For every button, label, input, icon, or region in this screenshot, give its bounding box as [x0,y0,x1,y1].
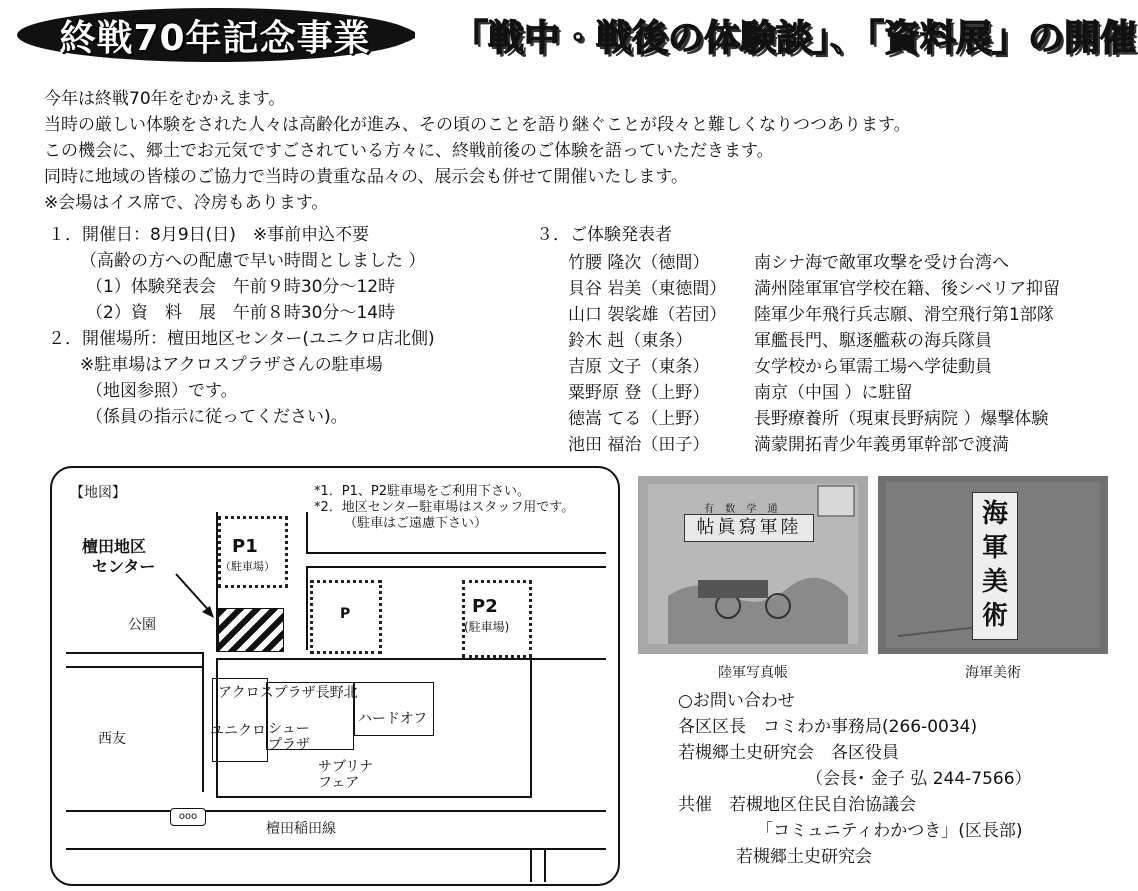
map-title: 【地図】 [70,485,126,501]
map-acros-label: アクロスプラザ長野北 [218,685,358,701]
map-road-line [306,552,606,554]
map-p-label: P [340,606,351,622]
header-oval-title: 終戦70年記念事業 [59,17,371,59]
map-road-line [202,652,204,792]
map-road-line [66,666,202,668]
speaker-experience: 満蒙開拓青少年義勇軍幹部で渡満 [754,435,1009,455]
army-album-cover-top: 有 数 学 通 [704,504,782,515]
map-park-label: 公園 [128,617,156,633]
speaker-experience: 満州陸軍軍官学校在籍、後シベリア抑留 [754,279,1060,299]
photo-navy-caption: 海軍美術 [965,665,1021,681]
map-center-label-2: センター [92,557,156,576]
schedule-exhibit: （2）資 料 展 午前８時30分～14時 [86,303,396,323]
speaker-name: 池田 福治（田子） [568,435,710,455]
speaker-name: 貝谷 岩美（東徳間） [568,279,727,299]
schedule-talk: （1）体験発表会 午前９時30分～12時 [86,277,396,297]
cosponsor-line-1: 共催 若槻地区住民自治協議会 [678,795,916,815]
map-p2-sub: (駐車場) [464,620,510,634]
speaker-experience: 南シナ海で敵軍攻撃を受け台湾へ [754,253,1009,273]
map-road-line [530,658,532,798]
intro-line-3: この機会に、郷土でお元気ですごされている方々に、終戦前後のご体験を語っていただきます。 [44,141,774,161]
speakers-heading: ３．ご体験発表者 [536,225,672,245]
event-date: １．開催日：8月9日(日) ※事前申込不要 [48,225,370,245]
map-road-line [66,810,606,812]
speaker-experience: 陸軍少年飛行兵志願、滑空飛行第1部隊 [754,305,1054,325]
army-album-cover-title: 帖眞寫軍陸 [684,514,814,542]
map-road-label: 檀田稲田線 [266,821,336,837]
intro-line-4: 同時に地域の皆様のご協力で当時の貴重な品々の、展示会も併せて開催いたします。 [44,167,688,187]
speaker-name: 鈴木 赳（東条） [568,331,693,351]
map-road-line [306,566,606,568]
intro-line-2: 当時の厳しい体験をされた人々は高齢化が進み、その頃のことを語り継ぐことが段々と難しくなりつつあります。 [44,115,911,135]
map-road-line [544,848,546,882]
venue: ２．開催場所：檀田地区センター(ユニクロ店北側) [48,329,435,349]
map-uniqlo-label: ユニクロ [210,723,266,739]
speaker-name: 吉原 文子（東条） [568,357,710,377]
intro-line-1: 今年は終戦70年をむかえます。 [44,89,286,109]
map-shoe-label-2: プラザ [268,737,310,753]
map-road-line [306,566,308,650]
map-note-3: （駐車はご遠慮下さい） [344,516,488,531]
map-road-line [66,848,606,850]
contact-heading: ○お問い合わせ [678,691,795,711]
speaker-name: 竹腰 隆次（徳間） [568,253,710,273]
photo-army-album [638,476,868,654]
map-p2-label: P2 [472,596,498,617]
map-note-1: *1．P1、P2駐車場をご利用下さい。 [314,484,530,499]
speaker-experience: 女学校から軍需工場へ学徒動員 [754,357,992,377]
map-note-2: *2．地区センター駐車場はスタッフ用です。 [314,500,575,515]
speaker-name: 徳嵩 てる（上野） [568,409,710,429]
cosponsor-line-2: 「コミュニティわかつき」(区長部) [756,821,1023,841]
speaker-experience: 軍艦長門、駆逐艦萩の海兵隊員 [754,331,992,351]
map-center-hatched [218,608,284,652]
map-hardoff-label: ハードオフ [358,711,428,727]
map-road-line [66,652,202,654]
speaker-name: 山口 袈裟雄（若団） [568,305,727,325]
map-road-line [306,512,308,552]
map-seiyu-label: 西友 [98,731,126,747]
cosponsor-line-3: 若槻郷土史研究会 [736,847,872,867]
contact-line-1: 各区区長 コミわか事務局(266-0034) [678,717,978,737]
event-date-note: （高齢の方への配慮で早い時間としました ） [80,251,426,271]
map-road-line [530,848,532,882]
map-road-line [216,796,530,798]
speaker-experience: 長野療養所（現東長野病院 ）爆撃体験 [754,409,1049,429]
parking-note-3: （係員の指示に従ってください)。 [86,407,348,427]
map-road-line [216,658,606,660]
map-p1-sub: （駐車場） [220,560,275,573]
navy-art-cover-title: 海軍美術 [972,492,1018,640]
parking-note-1: ※駐車場はアクロスプラザさんの駐車場 [80,355,383,375]
map-center-label-1: 檀田地区 [82,537,147,556]
contact-line-3: （会長･ 金子 弘 244-7566） [806,769,1032,789]
map-p1-label: P1 [232,536,258,557]
traffic-signal-icon: ooo [170,808,206,826]
speaker-experience: 南京（中国 ）に駐留 [754,383,913,403]
photo-navy-art [878,476,1108,654]
map-panel [50,466,620,886]
header-main-title: 「戦中・戦後の体験談」、「資料展」の開催 [452,18,1137,59]
map-sabrina-label-1: サブリナ [318,759,374,775]
speaker-name: 粟野原 登（上野） [568,383,710,403]
parking-note-2: （地図参照）です。 [86,381,238,401]
map-sabrina-label-2: フェア [318,775,360,791]
contact-line-2: 若槻郷土史研究会 各区役員 [678,743,899,763]
intro-line-5: ※会場はイス席で、冷房もあります。 [44,193,329,213]
map-shoe-label-1: シュー [268,721,310,737]
photo-army-caption: 陸軍写真帳 [718,665,788,681]
